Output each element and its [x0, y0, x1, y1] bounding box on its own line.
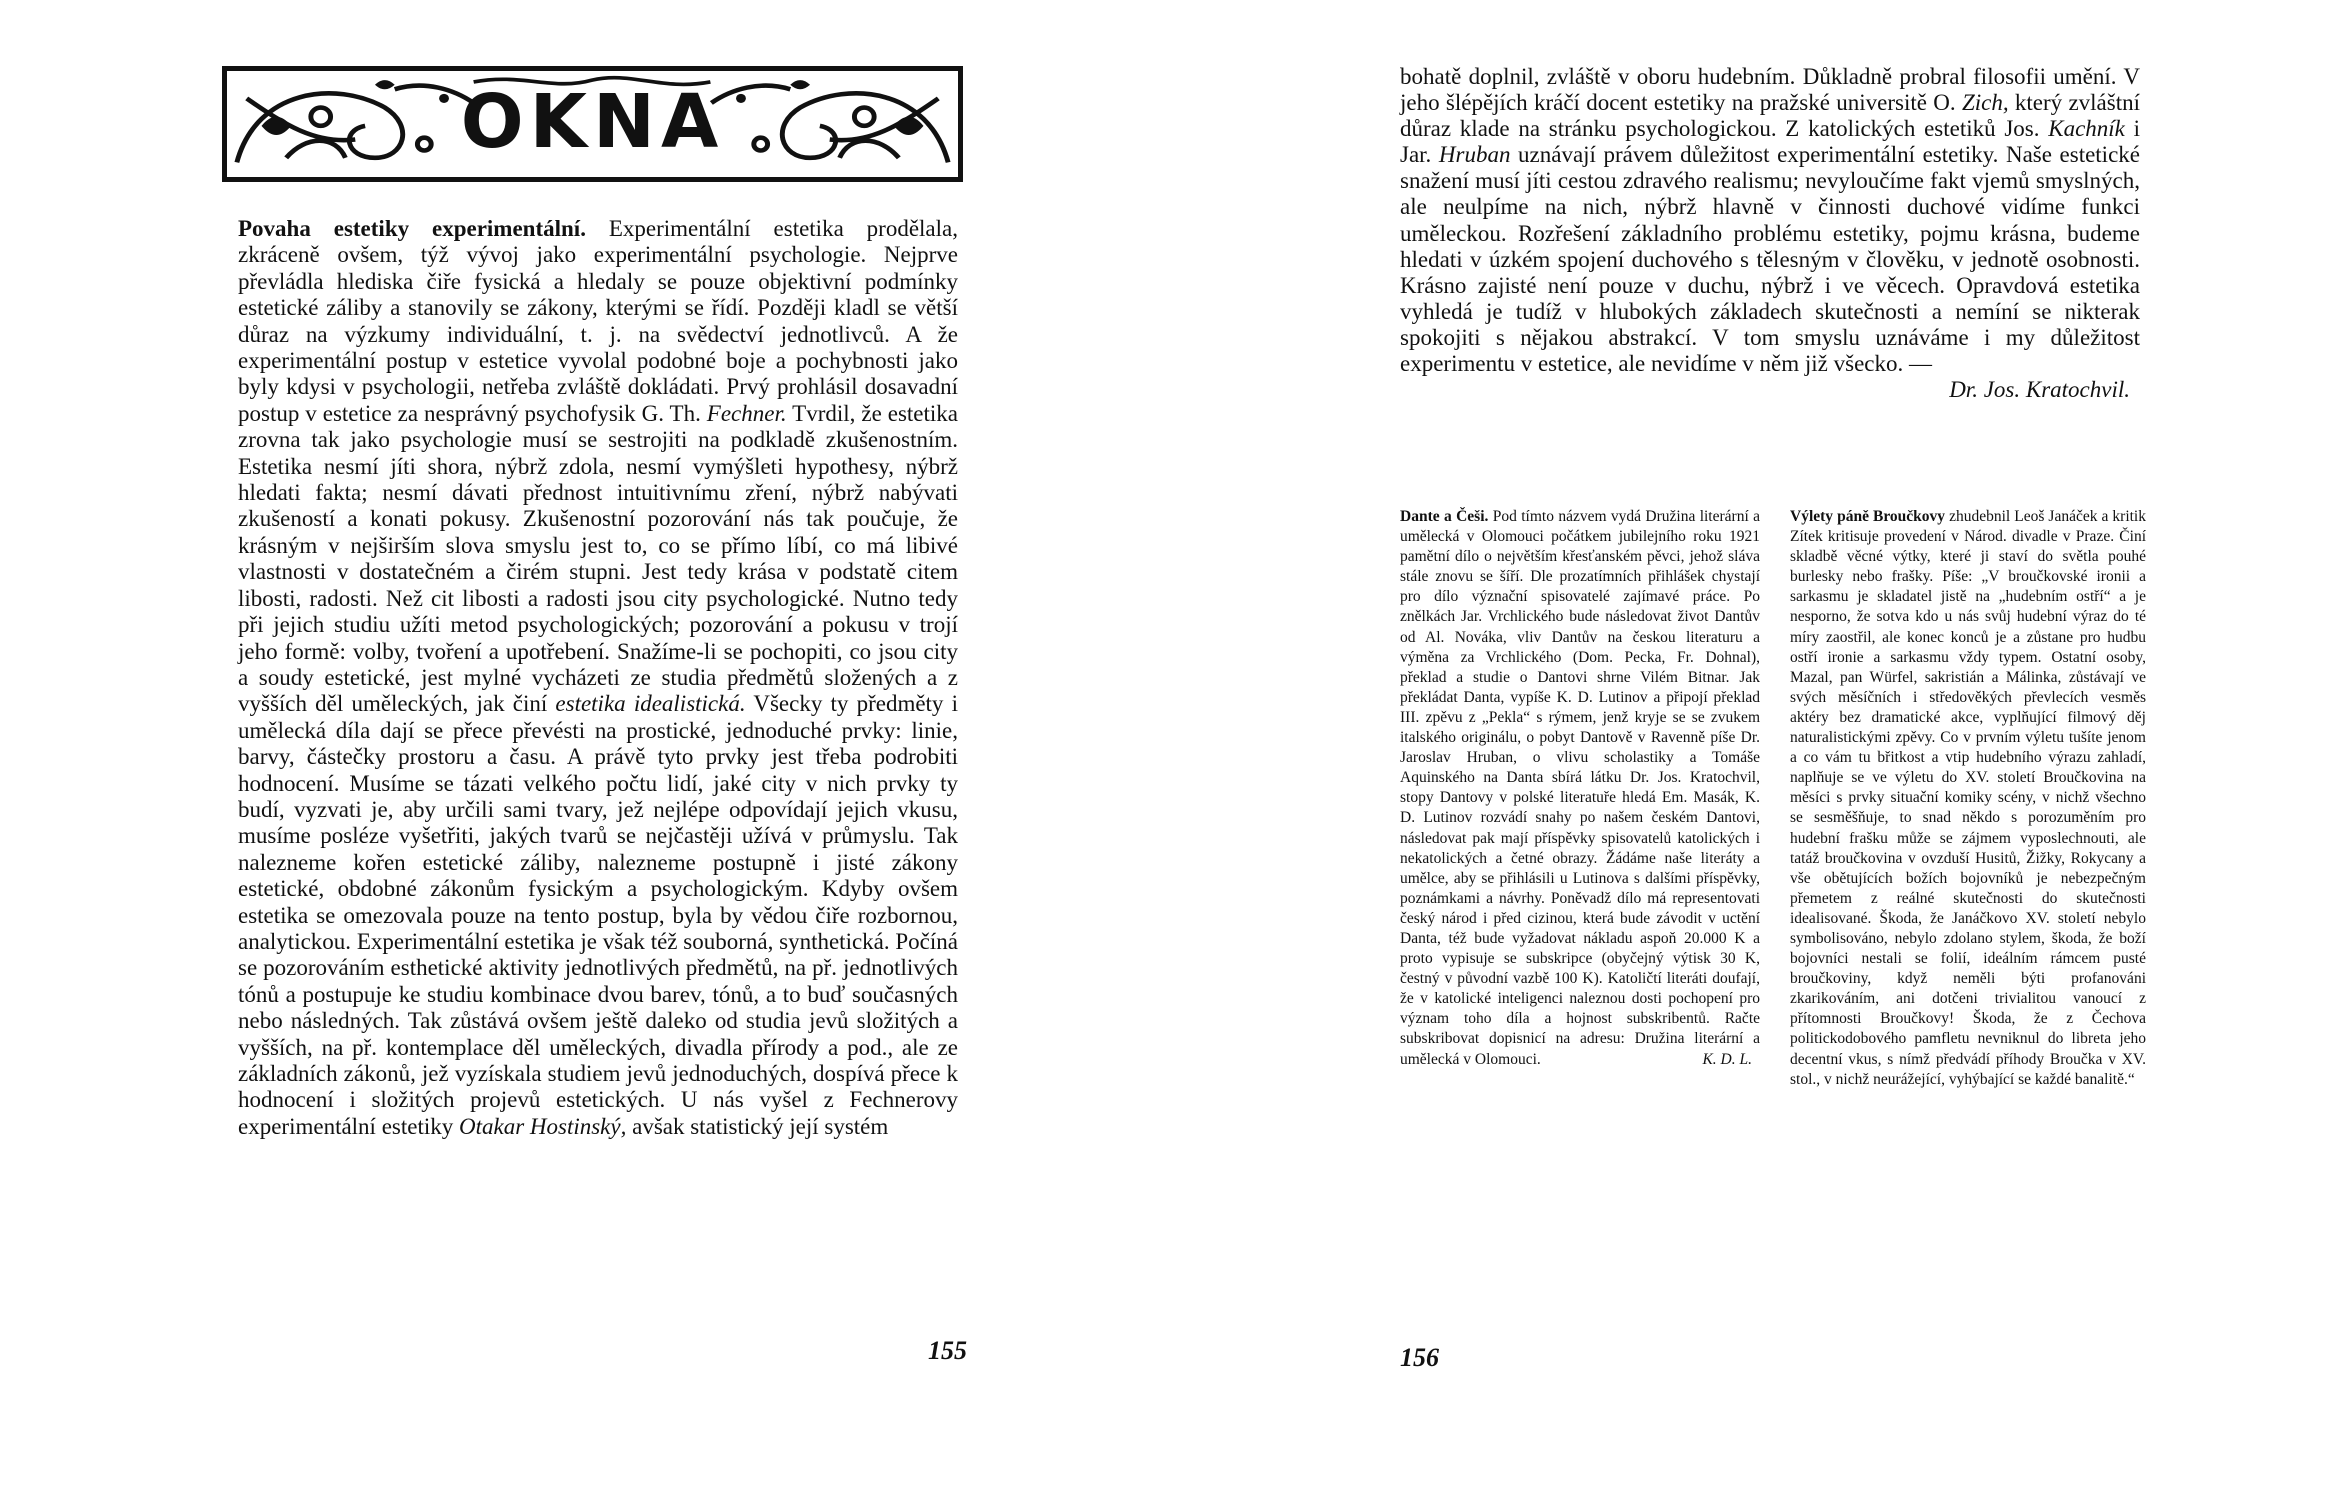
article-text: avšak statistický její systém: [626, 1113, 889, 1139]
article-continuation: [1400, 64, 2140, 403]
emphasis-fechner: Fechner.: [706, 400, 787, 426]
note-paragraph: [1790, 507, 2146, 1090]
note-heading: Výlety páně Broučkovy: [1790, 508, 1946, 525]
emphasis-idealisticka: estetika idealistická.: [555, 691, 746, 717]
section-title: OKNA: [460, 79, 725, 165]
emphasis-hostinsky: Otakar Hostinský,: [458, 1113, 627, 1139]
note-dante: [1400, 507, 1760, 1070]
article-paragraph: [238, 216, 958, 1140]
note-text: zhudebnil Leoš Janáček a kritik Zítek kritisuje provedení v Národ. divadle v Praze. Činí skladbě věcné výtky, které ji staví do světla pouhé burlesky nebo frašky. Píše: „V broučkovské ironii a sarkasmu je skladatel jistě na „hudebním ostří“ a je nesporno, že sotva kdo u nás svůj hudební výraz do té míry zaostřil, ale konec konců je a zůstane pro hudbu ostří ironie a sarkasmu vždy typem. Ostatní osoby, Mazal, pan Würfel, sakristián a Málinka, zůstávají ve svých měsíčních i středověkých převlecích vesměs aktéry bez dramatické akce, vyplňující filmový děj naturalistickými zpěvy. Co v prvním výletu tušíte jenom a co vám tu břitkost a vtip hudebního výrazu zahladí, naplňuje se ve výletu do XV. století Broučkovina na měsíci s prvky situační komiky scény, v nichž všechno se sesměšňuje, to snad někdo s porozuměním pro hudební frašku může se zájmem vyposlechnouti, ale tatáž broučkovina v ovzduší Husitů, Žižky, Rokycany a vše obětujících božích bojovníků je nebezpečným přemetem z reálné skutečnosti do skutečnosti idealisované. Škoda, že Janáčkovo XV. století nebylo symbolisováno, nebylo zdolano stylem, škoda, že boží bojovníci nestali se folií, ideálním rámcem pusté broučkoviny, když neměli býti profanováni zkarikováním, ani dotčeni trivialitou vanoucí z přítomnosti Broučkovy! Škoda, že z Čechova politickodobového pamfletu nevniknul do libreta jeho decentní vkus, s nímž předvádí příhody Broučka v XV. stol., v nichž neurážející, vyhýbající se každé banalitě.“: [1790, 508, 2146, 1088]
article-estetika: [238, 216, 958, 1140]
note-initials: K. D. L.: [1702, 1050, 1752, 1068]
note-paragraph: [1400, 507, 1760, 1070]
emphasis-hruban: Hruban: [1438, 142, 1511, 168]
article-text: bohatě doplnil, zvláště v oboru hudebním. Důkladně probral filosofii umění. V jeho šlépějích kráčí docent estetiky na pražské universitě O.: [1400, 64, 2140, 116]
article-text: Všecky ty předměty i umělecká díla dají se přece převésti na prostické, jednoduché prvky: linie, barvy, částečky prostoru a času. A právě tyto prvky jest třeba podrobiti hodnocení. Musíme se tázati velkého počtu lidí, jaké city v nich prvky ty budí, vyzvati je, aby určili sami tvary, jež nejlépe odpovídají jejich vkusu, musíme posléze vyšetřiti, jakých tvarů se nejčastěji užívá v průmyslu. Tak nalezneme kořen estetické záliby, nalezneme postupně i jisté zákony estetické, obdobné zákonům fysickým a psychologickým. Kdyby ovšem estetika se omezovala pouze na tento postup, byla by vědou čiře rozbornou, analytickou. Experimentální estetika je však též souborná, synthetická. Počíná se pozorováním esthetické aktivity jednotlivých předmětů, na př. jednotlivých tónů a postupuje ke studiu kombinace dvou barev, tónů, a to buď současných nebo následných. Tak zůstává ovšem ještě daleko od studia jevů složitých a vyšších, na př. kontemplace děl uměleckých, divadla přírody a pod., ale ze základních zákonů, jež vyzískala studiem jevů jednoduchých, dospívá přece k hodnocení i složitých projevů estetických. U nás vyšel z Fechnerovy experimentální estetiky: [238, 691, 958, 1139]
emphasis-zich: Zich,: [1961, 90, 2009, 116]
note-heading: Dante a Češi.: [1400, 508, 1489, 525]
signature: Dr. Jos. Kratochvil.: [1949, 377, 2130, 403]
article-heading: Povaha estetiky experimentální.: [238, 216, 586, 241]
page-number: 155: [928, 1336, 967, 1365]
article-text: který zvláštní důraz klade na stránku psychologickou. Z katolických estetiků Jos.: [1400, 90, 2140, 142]
page-number: 156: [1400, 1343, 1439, 1372]
article-text: Tvrdil, že estetika zrovna tak jako psychologie musí se sestrojiti na podkladě zkušenostním. Estetika nesmí jíti shora, nýbrž zdola, nesmí vymýšleti hypothesy, nýbrž hledati fakta; nesmí dávati přednost intuitivnímu zření, nýbrž nabývati zkušeností a konati pokusy. Zkušenostní pozorování nás tak poučuje, že krásným v nejširším slova smyslu jest to, co se přímo líbí, co má libivé vlastnosti v dostatečném a čirém stupni. Jest tedy krása v podstatě citem libosti, radosti. Než cit libosti a radosti jsou city psychologické. Nutno tedy při jejich studiu užíti metod psychologických; pozorování a pokusu v trojí jeho formě: volby, tvoření a upotřebení. Snažíme-li se pochopiti, co jsou city a soudy estetické, jest mylné vycházeti ze studia předmětů složených a z vyšších děl uměleckých, jak činí: [238, 400, 958, 717]
article-text: uznávají právem důležitost experimentální estetiky. Naše estetické snažení musí jíti cestou zdravého realismu; nevyloučíme fakt vjemů smyslných, ale neulpíme na nich, nýbrž hlavně v činnosti duchové vidíme funkci uměleckou. Rozřešení základního problému estetiky, pojmu krásna, budeme hledati v úzkém spojení duchového s tělesným v člověku, v jednotě osobnosti. Krásno zajisté není pouze v duchu, nýbrž i ve věcech. Opravdová estetika vyhledá je tudíž v hlubokých základech skutečnosti a nemíní se nikterak spokojiti s nějakou abstrakcí. V tom smyslu uznáváme i my důležitost experimentu v estetice, ale nevidíme v něm již všecko. —: [1400, 142, 2140, 377]
article-text: i Jar.: [1400, 116, 2141, 168]
note-text: Pod tímto názvem vydá Družina literární a umělecká v Olomouci počátkem jubilejního roku 1921 pamětní dílo o největším křesťanském pěvci, jehož sláva stále znovu se šíří. Dle prozatímních přihlášek chystají pro dílo význační spisovatelé zajímavé práce. Po znělkách Jar. Vrchlického bude následovat život Dantův od Al. Nováka, vliv Dantův na českou literaturu a výměna za Vrchlického (Dom. Pecka, Fr. Dohnal), překlad a studie o Dantovi shrne Vilém Bitnar. Jak překládat Danta, vypíše K. D. Lutinov a připojí překlad III. zpěvu z „Pekla“ s rýmem, jenž kryje se se zvukem italského originálu, o pobyt Dantově v Ravenně píše Dr. Jaroslav Hruban, o vlivu scholastiky a Tomáše Aquinského na Danta sbírá látku Dr. Jos. Kratochvil, stopy Dantovy v polské literatuře hledá Em. Masák, K. D. Lutinov rozvádí snahy po našem českém Dantovi, následovat pak mají příspěvky spisovatelů katolických i nekatolických a četné obrazy. Žádáme naše literáty a umělce, aby se přihlásili u Lutinova s dalšími příspěvky, poznámkami a návrhy. Poněvadž dílo má representovati český národ i před cizinou, která bude závodit v uctění Danta, též bude vyžadovat nákladu aspoň 20.000 K a proto vypisuje se subskripce (obyčejný výtisk 30 K, čestný v původní vazbě 100 K). Katoličtí literáti doufají, že v katolické inteligenci naleznou dosti pochopení pro význam toho díla a hojnost subskribentů. Račte subskribovat dopisnicí na adresu: Družina literární a umělecká v Olomouci.: [1400, 508, 1760, 1068]
note-broucek: [1790, 507, 2146, 1090]
emphasis-kachnik: Kachník: [2048, 116, 2125, 142]
article-paragraph: [1400, 64, 2140, 377]
header-banner: [222, 66, 963, 182]
article-text: Experimentální estetika prodělala, zkráceně ovšem, týž vývoj jako experimentální psychologie. Nejprve převládla hlediska čiře fysická a hledaly se pouze objektivní podmínky estetické záliby a stanovily se zákony, kterými se řídí. Později kladl se větší důraz na výzkumy individuální, t. j. na svědectví jednotlivců. A že experimentální postup v estetice vyvolal podobné boje a pochybnosti jako byly kdysi v psychologii, netřeba zvláště dokládati. Prvý prohlásil dosavadní postup v estetice za nesprávný psychofysik G. Th.: [238, 216, 958, 426]
